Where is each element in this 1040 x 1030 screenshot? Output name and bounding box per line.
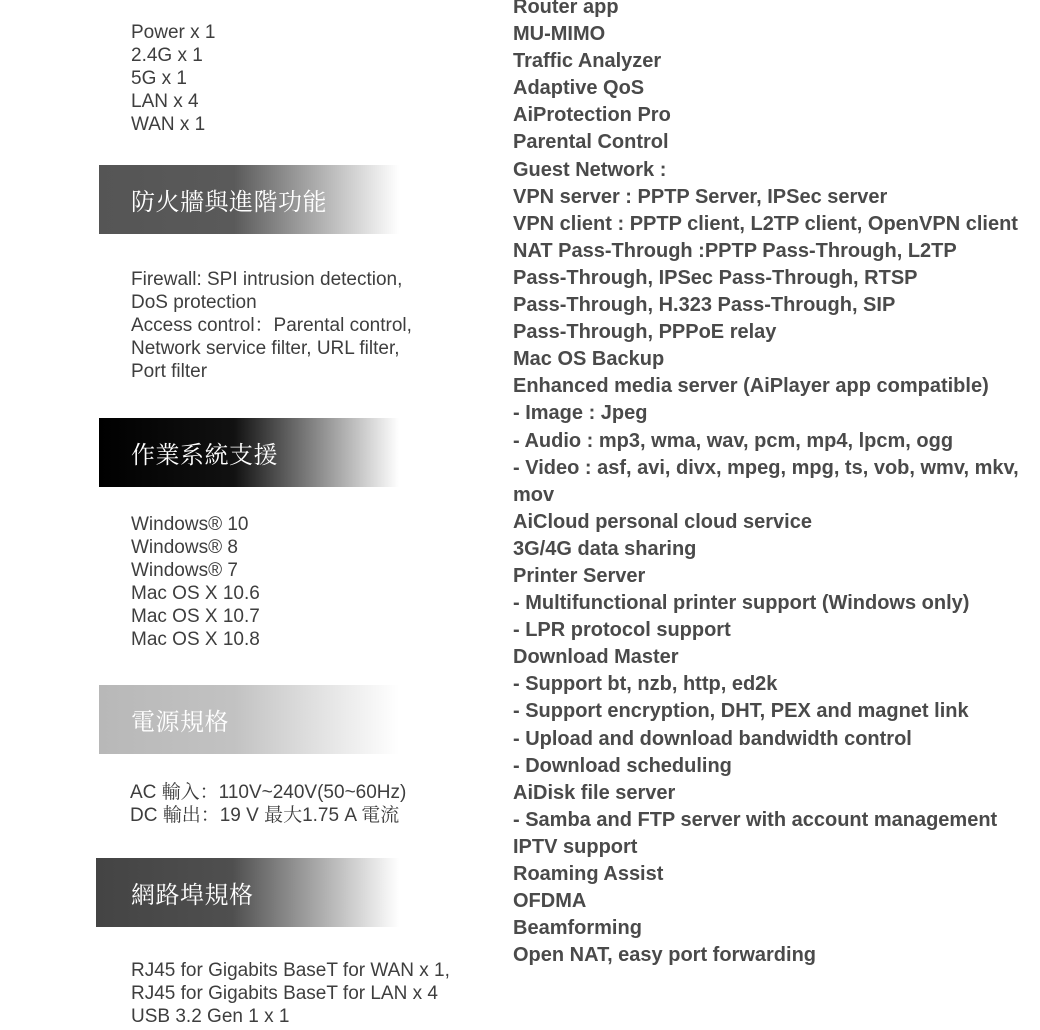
power-spec-list [130,781,406,827]
feature-line: - Multifunctional printer support (Windows only) [513,592,970,615]
feature-line: - Audio : mp3, wma, wav, pcm, mp4, lpcm, ogg [513,429,954,452]
section-title: 網路埠規格 [131,881,254,909]
spec-line: LAN x 4 [131,91,199,112]
spec-line: RJ45 for Gigabits BaseT for WAN x 1, [131,960,450,981]
spec-line: 2.4G x 1 [131,45,203,66]
feature-line: VPN client : PPTP client, L2TP client, OpenVPN client [513,212,1018,235]
feature-line: mov [513,483,555,506]
section-title: 防火牆與進階功能 [131,188,327,216]
spec-line: 5G x 1 [131,68,187,89]
feature-line: AiCloud personal cloud service [513,510,812,533]
feature-line: Parental Control [513,131,669,154]
feature-line: - Download scheduling [513,754,732,777]
feature-line: IPTV support [513,835,638,858]
feature-line: - Upload and download bandwidth control [513,727,912,750]
feature-line: - Video : asf, avi, divx, mpeg, mpg, ts, vob, wmv, mkv, [513,456,1019,479]
feature-line: Pass-Through, PPPoE relay [513,321,777,344]
feature-line: NAT Pass-Through :PPTP Pass-Through, L2TP [513,239,957,262]
spec-line: Port filter [131,361,208,382]
feature-line: Pass-Through, IPSec Pass-Through, RTSP [513,266,918,289]
spec-line: AC 輸入：110V~240V(50~60Hz) [130,782,407,803]
spec-line: Mac OS X 10.7 [131,606,260,627]
feature-line: Traffic Analyzer [513,50,662,73]
power-section-header [99,685,399,754]
feature-line: 3G/4G data sharing [513,537,697,560]
spec-line: Network service filter, URL filter, [131,338,400,359]
section-title: 電源規格 [131,708,229,736]
spec-line: Windows® 7 [131,560,238,581]
feature-line: - Support bt, nzb, http, ed2k [513,673,778,696]
feature-line: Router app [513,0,619,18]
spec-line: DoS protection [131,292,257,313]
spec-line: Mac OS X 10.8 [131,629,260,650]
feature-line: Guest Network : [513,158,667,181]
spec-line: Windows® 10 [131,514,249,535]
feature-line: Open NAT, easy port forwarding [513,944,816,967]
feature-line: - Image : Jpeg [513,402,648,425]
spec-line: Power x 1 [131,22,216,43]
feature-line: - Samba and FTP server with account management [513,808,998,831]
feature-line: - Support encryption, DHT, PEX and magnet link [513,700,969,723]
feature-line: AiDisk file server [513,781,676,804]
spec-line: USB 3.2 Gen 1 x 1 [131,1006,290,1027]
feature-line: MU-MIMO [513,23,606,46]
ports-spec-list [131,21,215,136]
spec-line: RJ45 for Gigabits BaseT for LAN x 4 [131,983,438,1004]
os-spec-list [131,513,260,651]
features-list [513,0,1033,969]
section-title: 作業系統支援 [131,441,278,469]
spec-line: DC 輸出：19 V 最大1.75 A 電流 [130,805,400,826]
feature-line: AiProtection Pro [513,104,671,127]
feature-line: VPN server : PPTP Server, IPSec server [513,185,888,208]
spec-line: Access control：Parental control, [131,315,412,336]
feature-line: Download Master [513,646,679,669]
feature-line: Mac OS Backup [513,348,665,371]
spec-line: WAN x 1 [131,114,206,135]
network-spec-list [131,959,450,1028]
network-section-header [96,858,399,927]
feature-line: Roaming Assist [513,863,664,885]
spec-line: Firewall: SPI intrusion detection, [131,269,403,290]
firewall-section-header [99,165,399,234]
feature-line: Enhanced media server (AiPlayer app compatible) [513,375,989,398]
feature-line: Printer Server [513,564,646,587]
feature-line: Adaptive QoS [513,77,645,100]
feature-line: Beamforming [513,917,642,940]
spec-line: Windows® 8 [131,537,238,558]
feature-line: OFDMA [513,890,587,913]
firewall-spec-list [131,268,412,383]
feature-line: Pass-Through, H.323 Pass-Through, SIP [513,294,896,317]
spec-line: Mac OS X 10.6 [131,583,260,604]
feature-line: - LPR protocol support [513,619,731,642]
os-section-header [99,418,399,487]
